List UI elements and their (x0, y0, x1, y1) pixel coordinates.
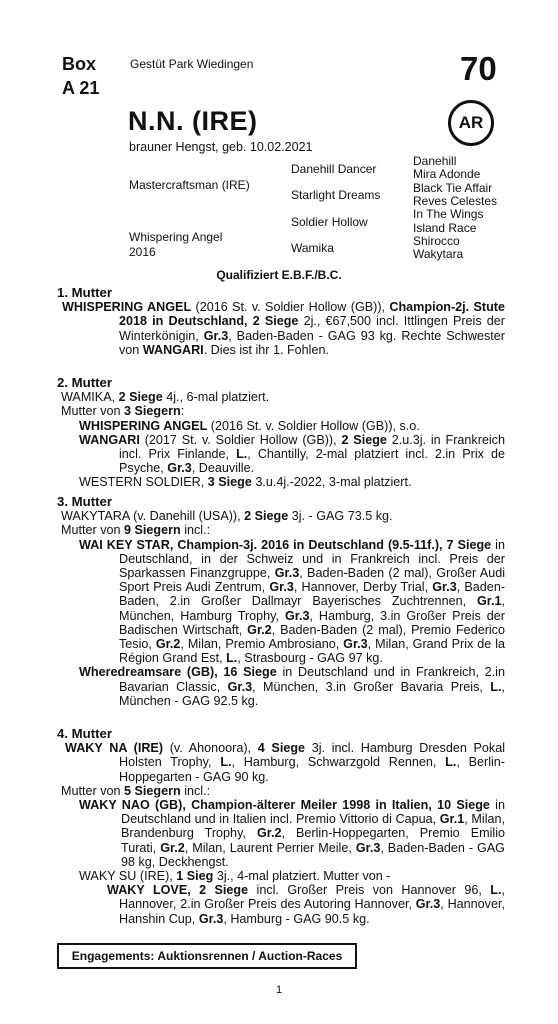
dam-produce-intro: Mutter von 9 Siegern incl.: (61, 523, 211, 538)
section-third-dam (57, 495, 505, 708)
produce-entry: WHISPERING ANGEL (2016 St. v. Soldier Hollow (GB)), s.o. (79, 418, 420, 433)
produce-entry: WAKY LOVE, 2 Siege incl. Großer Preis von Hannover 96, L., Hannover, 2.in Großer Preis des Autoring Hannover, Gr.3, Hannover, Hanshin Cup, Gr.3, Hamburg - GAG 90.5 kg. (107, 883, 505, 926)
produce-entry: WESTERN SOLDIER, 3 Siege 3.u.4j.-2022, 3-mal platziert. (79, 475, 412, 490)
pedigree-gen3: Mira Adonde (413, 167, 481, 181)
produce-entry: WAKY SU (IRE), 1 Sieg 3j., 4-mal platziert. Mutter von - (79, 869, 391, 884)
pedigree-gen2: Danehill Dancer (291, 162, 377, 176)
dam-entry: WAKYTARA (v. Danehill (USA)), 2 Siege 3j. - GAG 73.5 kg. (61, 509, 393, 524)
pedigree-gen3: Reves Celestes (413, 194, 498, 208)
section-heading: 3. Mutter (57, 494, 112, 509)
section-fourth-dam (57, 727, 505, 926)
dam-entry: WHISPERING ANGEL (2016 St. v. Soldier Hollow (GB)), Champion-2j. Stute 2018 in Deutschland, 2 Siege 2j., €67,500 incl. Ittlingen Preis der Winterkönigin, Gr.3, Baden-Baden - GAG 93 kg. Rechte Schwester von WANGARI. Dies ist ihr 1. Fohlen. (62, 300, 505, 357)
pedigree-dam-year: 2016 (129, 245, 156, 259)
produce-entry: WAKY NAO (GB), Champion-älterer Meiler 1998 in Italien, 10 Siege in Deutschland und in Italien incl. Premio Vittorio di Capua, Gr.1, Milan, Brandenburg Trophy, Gr.2, Berlin-Hoppegarten, Premio Emilio Turati, Gr.2, Milan, Laurent Perrier Meile, Gr.3, Baden-Baden - GAG 98 kg, Deckhengst. (79, 798, 506, 869)
section-second-dam (57, 376, 505, 490)
stud-name: Gestüt Park Wiedingen (130, 57, 254, 71)
horse-subtitle: brauner Hengst, geb. 10.02.2021 (129, 140, 313, 154)
pedigree-gen2: Soldier Hollow (291, 215, 368, 229)
pedigree-dam: Whispering Angel (129, 230, 223, 244)
box-label: Box A 21 (62, 54, 100, 98)
lot-number: 70 (460, 50, 497, 87)
qualification: Qualifiziert E.B.F./B.C. (216, 268, 342, 282)
produce-entry: Wheredreamsare (GB), 16 Siege in Deutschland und in Frankreich, 2.in Bavarian Classic, Gr.3, München, 3.in Großer Bavaria Preis, L., München - GAG 92.5 kg. (79, 665, 505, 708)
produce-entry: WANGARI (2017 St. v. Soldier Hollow (GB)), 2 Siege 2.u.3j. in Frankreich incl. Prix Finlande, L., Chantilly, 2-mal platziert incl. 2.in Prix de Psyche, Gr.3, Deauville. (79, 432, 505, 476)
pedigree-gen2: Starlight Dreams (291, 188, 381, 202)
dam-produce-intro: Mutter von 5 Siegern incl.: (61, 783, 211, 798)
section-heading: 1. Mutter (57, 285, 112, 300)
engagements-box: Engagements: Auktionsrennen / Auction-Races (57, 943, 357, 969)
ar-badge: AR (448, 100, 494, 146)
section-first-dam (57, 286, 505, 357)
pedigree-gen3: Danehill (413, 154, 457, 168)
section-heading: 4. Mutter (57, 726, 112, 741)
pedigree-gen3: Wakytara (413, 247, 464, 261)
pedigree-sire: Mastercraftsman (IRE) (129, 178, 250, 192)
produce-entry: WAI KEY STAR, Champion-3j. 2016 in Deutschland (9.5-11f.), 7 Siege in Deutschland, in der Schweiz und in Frankreich incl. Preis der Sparkassen Finanzgruppe, Gr.3, Baden-Baden (2 mal), Großer Audi Sport Preis Audi Zentrum, Gr.3, Hannover, Derby Trial, Gr.3, Baden-Baden, 2.in Großer Dallmayr Bayerisches Zuchtrennen, Gr.1, München, Hamburg Trophy, Gr.3, Hamburg, 3.in Großer Preis der Badischen Wirtschaft, Gr.2, Baden-Baden (2 mal), Premio Federico Tesio, Gr.2, Milan, Premio Ambrosiano, Gr.3, Milan, Grand Prix de la Région Grand Est, L., Strasbourg - GAG 97 kg. (79, 537, 506, 666)
section-heading: 2. Mutter (57, 375, 112, 390)
page-number: 1 (275, 984, 283, 996)
pedigree-gen2: Wamika (291, 241, 334, 255)
pedigree-gen3: In The Wings (413, 207, 484, 221)
horse-name: N.N. (IRE) (128, 106, 258, 136)
pedigree-gen3: Black Tie Affair (413, 181, 493, 195)
pedigree-gen3: Island Race (413, 221, 477, 235)
dam-entry: WAKY NA (IRE) (v. Ahonoora), 4 Siege 3j. incl. Hamburg Dresden Pokal Holsten Trophy, L., Hamburg, Schwarzgold Rennen, L., Berlin-Hoppegarten - GAG 90 kg. (65, 741, 506, 784)
dam-produce-intro: Mutter von 3 Siegern: (61, 404, 185, 419)
dam-entry: WAMIKA, 2 Siege 4j., 6-mal platziert. (61, 390, 270, 405)
pedigree-gen3: Shirocco (413, 234, 460, 248)
